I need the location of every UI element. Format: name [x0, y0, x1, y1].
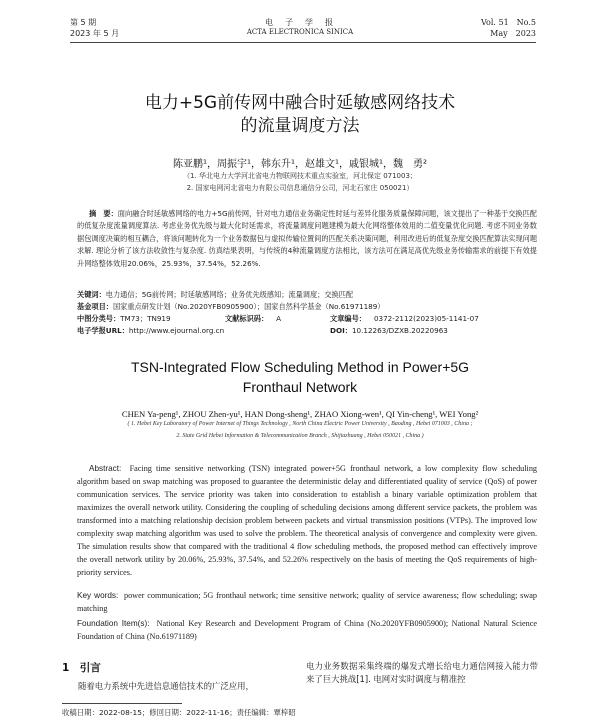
doi-value[interactable]: 10.12263/DZXB.20220963 — [351, 326, 448, 335]
journal-title-en: ACTA ELECTRONICA SINICA — [246, 28, 354, 36]
abstract-cn-text: 面向融合时延敏感网络的电力+5G前传网，针对电力通信业务确定性时延与差异化服务质量保障问题，该文提出了一种基于交换匹配的低复杂度流量调度算法. 考虑业务优先级与最大化时延需求，将流量调度问题建模为最大化网络整体效用的二值变量优化问题. 考虑不同业务数据包调度决策的相互耦合，将该问题转化为一个业务数据包与虚拟传输位置间的匹配关系决策问题，利用改进后的低复杂度交换匹配算法实现问题求解. 理论分析了该方法收敛性与复杂度. 仿真结果表明，与传统的4种流量调度方法相比，该方法可在满足高优先级业务传输需求的前提下有效提升网络整体效用20.06%，25.93%，37.54%，52.26%. — [77, 209, 538, 268]
clc — [77, 313, 171, 325]
keywords-en — [77, 589, 537, 615]
abstract-cn-label: 摘 要： — [89, 209, 118, 218]
issue-date: 2023 年 5 月 — [70, 29, 120, 38]
abstract-en-label: Abstract: — [89, 464, 122, 473]
clc-label: 中图分类号： — [77, 314, 121, 323]
paper-title-cn-line1: 电力+5G前传网中融合时延敏感网络技术 — [144, 93, 456, 113]
doc-code-label: 文献标识码： — [225, 314, 269, 323]
section-1-heading: 1 引言 — [62, 662, 101, 674]
paper-title-en-line2: Fronthaul Network — [242, 379, 358, 395]
footnote-rule — [62, 703, 182, 704]
received-dates: 收稿日期：2022-08-15；修回日期：2022-11-16；责任编辑：覃梓昭 — [62, 708, 296, 717]
doi-label: DOI： — [330, 326, 352, 335]
article-number — [330, 313, 479, 325]
affiliation-en-1: ( 1. Hebei Key Laboratory of Power Internet of Things Technology , North China Electric Power University , Baoding , Hebei 071003 , China ; — [127, 421, 473, 427]
journal-title-cn: 电 子 学 报 — [265, 18, 335, 27]
abstract-en-text: Facing time sensitive networking (TSN) integrated power+5G fronthaul network, a low complexity flow scheduling algorithm based on swap matching was proposed to guarantee the deterministic delay and differentiated quality of service (QoS) of power communication services. The service priority was taken into consideration to establish a binary variable optimization problem that maximizes the overall network utility. Considering the coupling of scheduling decisions among different service packets, the problem was transformed into a matching relationship decision problem between packets and virtual transmission positions (VTPs). The improved low complexity swap matching algorithm was used to solve the problem. The theoretical analysis of convergence and complexity were given. The simulation results show that compared with the traditional 4 flow scheduling methods, the proposed method can effectively improve the overall network utility by 20.06%, 25.93%, 37.54%, and 52.26% respectively on the basis of meeting the QoS requirements of high-priority services. — [77, 464, 538, 577]
doc-code-value: A — [276, 314, 282, 323]
doi — [330, 325, 448, 337]
abstract-cn — [77, 208, 537, 270]
keywords-cn-text: 电力通信；5G前传网；时延敏感网络；业务优先级感知；流量调度；交换匹配 — [105, 290, 354, 299]
paper-title-cn-line2: 的流量调度方法 — [240, 116, 360, 136]
fund-en — [77, 617, 537, 643]
abstract-en — [77, 462, 537, 579]
doc-code — [225, 313, 281, 325]
section-1-left-column: 随着电力系统中先进信息通信技术的广泛应用， — [78, 681, 254, 691]
keywords-en-label: Key words: — [77, 591, 119, 600]
journal-url-label: 电子学报URL： — [77, 326, 129, 335]
keywords-en-text: power communication; 5G fronthaul network; time sensitive network; quality of service awareness; flow scheduling; swap matching — [77, 591, 538, 613]
fund-en-label: Foundation Item(s): — [77, 619, 150, 628]
affiliation-en-2: 2. State Grid Hebei Information & Telecommunication Branch , Shijiazhuang , Hebei 050021 , China ) — [176, 433, 424, 439]
authors-en: CHEN Ya-peng¹, ZHOU Zhen-yu¹, HAN Dong-sheng¹, ZHAO Xiong-wen¹, QI Yin-cheng¹, WEI Yong² — [121, 409, 479, 419]
journal-url — [77, 325, 224, 337]
fund-en-text: National Key Research and Development Program of China (No.2020YFB0905900); National Natural Science Foundation of China (No.61971189) — [77, 619, 537, 641]
article-number-value: 0372-2112(2023)05-1141-07 — [373, 314, 479, 323]
affiliation-cn-2: 2. 国家电网河北省电力有限公司信息通信分公司，河北石家庄 050021） — [186, 184, 414, 192]
issue-number: 第 5 期 — [70, 18, 97, 27]
paper-title-en-line1: TSN-Integrated Flow Scheduling Method in Power+5G — [130, 359, 470, 375]
fund-cn — [77, 301, 385, 313]
clc-value: TM73；TN919 — [120, 314, 171, 323]
affiliation-cn-1: （1. 华北电力大学河北省电力物联网技术重点实验室，河北保定 071003； — [183, 172, 417, 180]
article-number-label: 文章编号： — [330, 314, 366, 323]
header-rule — [70, 42, 536, 43]
fund-cn-label: 基金项目： — [77, 302, 113, 311]
keywords-cn-label: 关键词： — [77, 290, 106, 299]
section-1-right-column: 电力业务数据采集终端的爆发式增长给电力通信网接入能力带来了巨大挑战[1]. 电网对实时调度与精准控 — [306, 661, 538, 684]
journal-url-link[interactable]: http://www.ejournal.org.cn — [128, 326, 225, 335]
authors-cn: 陈亚鹏¹，周振宇¹，韩东升¹，赵雄文¹，戚银城¹，魏 勇² — [172, 159, 428, 170]
issue-date-en: May 2023 — [490, 29, 536, 38]
volume: Vol. 51 No.5 — [481, 18, 536, 27]
keywords-cn — [77, 289, 353, 301]
fund-cn-text: 国家重点研发计划（No.2020YFB0905900）；国家自然科学基金（No.61971189） — [112, 302, 385, 311]
